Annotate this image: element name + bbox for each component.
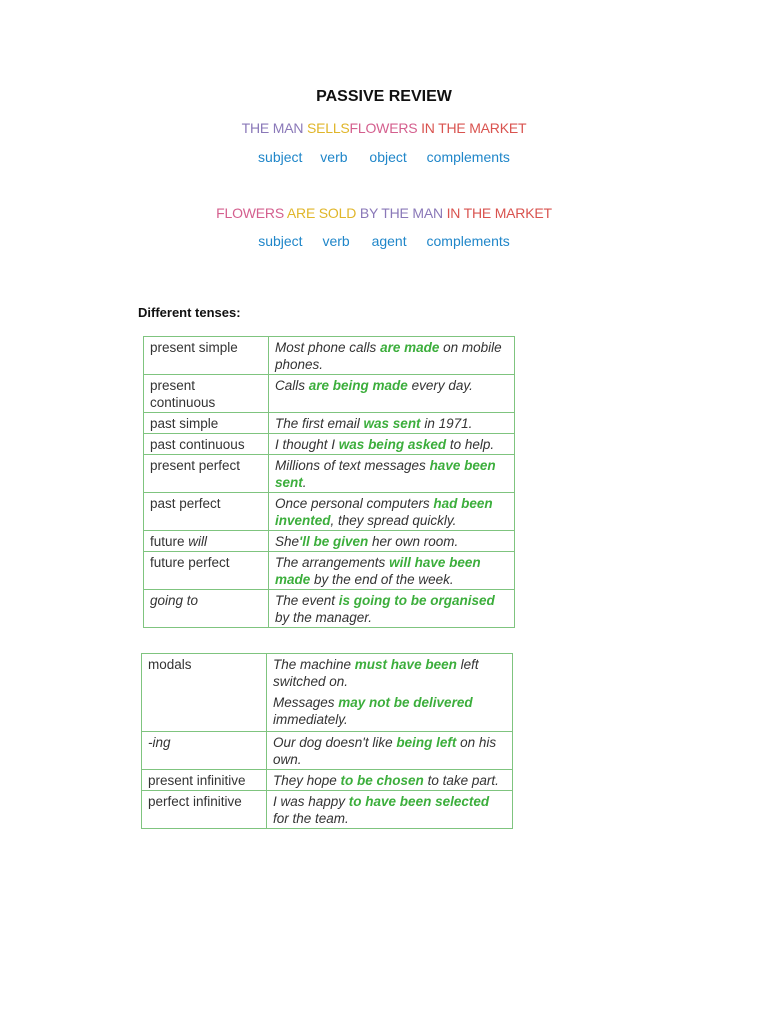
tense-cell: perfect infinitive: [142, 791, 267, 829]
tense-cell: modals: [142, 654, 267, 732]
table-row: [142, 770, 513, 791]
role-label: verb: [322, 233, 350, 249]
tense-cell: present continuous: [144, 375, 269, 413]
passive-sentence: [0, 205, 768, 221]
table-row: [144, 434, 515, 455]
tense-cell: future perfect: [144, 552, 269, 590]
example-cell: Once personal computers had been invented, they spread quickly.: [269, 493, 515, 531]
passive-subject: FLOWERS: [216, 205, 284, 221]
tense-cell: past perfect: [144, 493, 269, 531]
role-label: complements: [426, 149, 510, 165]
tense-cell: present infinitive: [142, 770, 267, 791]
example-cell: Millions of text messages have been sent.: [269, 455, 515, 493]
example-cell: Most phone calls are made on mobile phones.: [269, 337, 515, 375]
passive-verb: ARE SOLD: [286, 205, 357, 221]
active-object: FLOWERS: [349, 120, 418, 136]
role-label: subject: [258, 233, 303, 249]
table-row: [144, 337, 515, 375]
example-cell: I was happy to have been selected for the team.: [267, 791, 513, 829]
table-row: [144, 493, 515, 531]
tense-cell: -ing: [142, 732, 267, 770]
role-label: complements: [426, 233, 510, 249]
passive-complements: IN THE MARKET: [446, 205, 552, 221]
table-row: [144, 413, 515, 434]
example-cell: She'll be given her own room.: [269, 531, 515, 552]
table-row: [144, 455, 515, 493]
table-row: [142, 791, 513, 829]
example-cell: The arrangements will have been made by the end of the week.: [269, 552, 515, 590]
example-line: Messages may not be delivered immediately.: [273, 695, 473, 727]
tense-cell: present simple: [144, 337, 269, 375]
example-cell: The event is going to be organised by the manager.: [269, 590, 515, 628]
table-row: [142, 732, 513, 770]
tense-cell: future will: [144, 531, 269, 552]
table-row: [144, 590, 515, 628]
active-verb: SELLS: [306, 120, 350, 136]
active-complements: IN THE MARKET: [421, 120, 527, 136]
role-label: agent: [371, 233, 407, 249]
example-cell: I thought I was being asked to help.: [269, 434, 515, 455]
role-label: object: [369, 149, 407, 165]
section-heading: Different tenses:: [138, 305, 241, 320]
tense-cell: past continuous: [144, 434, 269, 455]
forms-table: [141, 653, 513, 829]
example-cell: Calls are being made every day.: [269, 375, 515, 413]
example-cell: The machine must have been left switched on. Messages may not be delivered immediately.: [267, 654, 513, 732]
active-sentence: [0, 120, 768, 136]
active-subject: THE MAN: [241, 120, 304, 136]
passive-roles: [0, 233, 768, 249]
example-cell: Our dog doesn't like being left on his own.: [267, 732, 513, 770]
table-row: [144, 375, 515, 413]
page-title: PASSIVE REVIEW: [316, 88, 452, 105]
tense-cell: past simple: [144, 413, 269, 434]
role-label: subject: [258, 149, 303, 165]
example-cell: The first email was sent in 1971.: [269, 413, 515, 434]
active-roles: [0, 149, 768, 165]
role-label: verb: [320, 149, 348, 165]
table-row: [144, 552, 515, 590]
table-row: [142, 654, 513, 732]
passive-agent: BY THE MAN: [359, 205, 443, 221]
example-cell: They hope to be chosen to take part.: [267, 770, 513, 791]
tense-cell: going to: [144, 590, 269, 628]
tenses-table: [143, 336, 515, 628]
tense-cell: present perfect: [144, 455, 269, 493]
table-row: [144, 531, 515, 552]
